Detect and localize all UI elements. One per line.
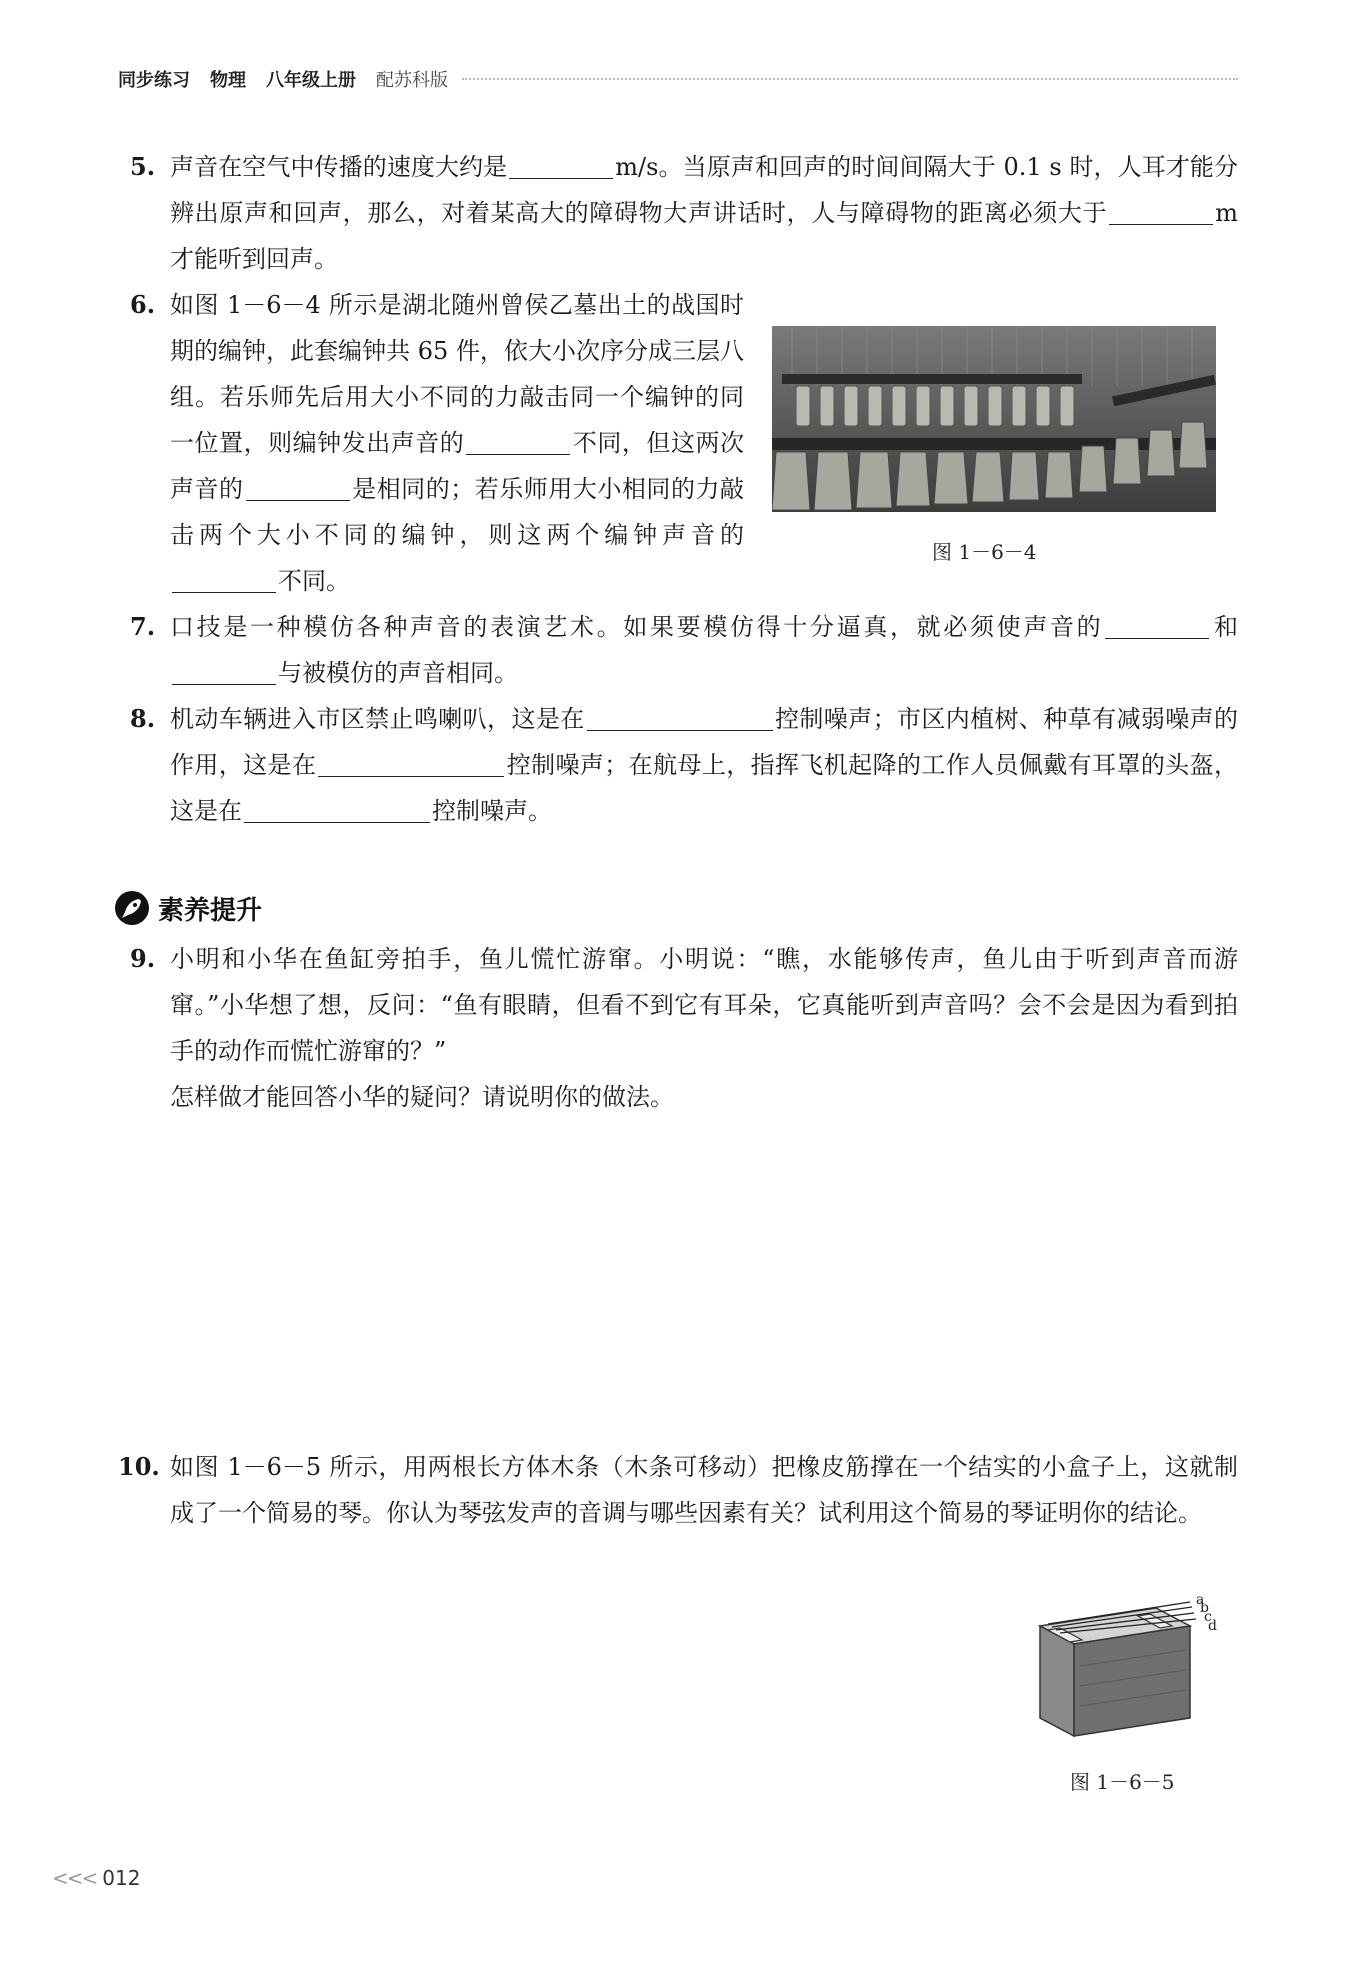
question-text: 声音在空气中传播的速度大约是 m/s。当原声和回声的时间间隔大于 0.1 s 时，人耳才能分辨出原声和回声，那么，对着某高大的障碍物大声讲话时，人与障碍物的距离必须大于 m 才能听到回声。 [170, 144, 1238, 282]
question-9 [130, 936, 1238, 1120]
question-text: 如图 1－6－4 所示是湖北随州曾侯乙墓出土的战国时期的编钟，此套编钟共 65 件，依大小次序分成三层八组。若乐师先后用大小不同的力敲击同一个编钟的同一位置，则编钟发出声音的 不同，但这两次声音的 是相同的；若乐师用大小相同的力敲击两个大小不同的编钟，则这两个编钟声音的不同。 [170, 291, 745, 595]
question-10 [118, 1444, 1238, 1536]
bianzhong-photo [772, 326, 1216, 512]
question-paragraph: 怎样做才能回答小华的疑问？请说明你的做法。 [170, 1083, 674, 1111]
answer-blank[interactable] [246, 472, 350, 501]
question-text: 如图 1－6－5 所示，用两根长方体木条（木条可移动）把橡皮筋撑在一个结实的小盒子上，这就制成了一个简易的琴。你认为琴弦发声的音调与哪些因素有关？试利用这个简易的琴证明你的结论。 [170, 1453, 1238, 1527]
answer-blank[interactable] [172, 656, 276, 685]
question-text: 机动车辆进入市区禁止鸣喇叭，这是在 控制噪声；市区内植树、种草有减弱噪声的作用，这是在 控制噪声；在航母上，指挥飞机起降的工作人员佩戴有耳罩的头盔，这是在 控制噪声。 [170, 696, 1238, 834]
question-number: 10. [118, 1452, 160, 1481]
string-label-c: c [1204, 1609, 1212, 1625]
question-number: 9. [130, 944, 156, 973]
string-label-a: a [1196, 1596, 1205, 1608]
figure-caption-1-6-4: 图 1－6－4 [932, 540, 1037, 564]
rocket-icon [114, 890, 150, 926]
string-label-d: d [1208, 1618, 1217, 1634]
question-number: 6. [130, 290, 156, 319]
question-5 [130, 144, 1238, 282]
question-number: 7. [130, 612, 156, 641]
answer-blank[interactable] [466, 426, 570, 455]
question-paragraph: 小明和小华在鱼缸旁拍手，鱼儿慌忙游窜。小明说：“瞧，水能够传声，鱼儿由于听到声音而游窜。”小华想了想，反问：“鱼有眼睛，但看不到它有耳朵，它真能听到声音吗？会不会是因为看到拍手的动作而慌忙游窜的？” [170, 945, 1238, 1065]
header-divider [462, 78, 1238, 80]
answer-blank[interactable] [244, 794, 430, 823]
answer-blank[interactable] [1105, 610, 1209, 639]
page-header [118, 64, 1238, 94]
section-heading [114, 888, 262, 928]
chevron-icon: <<< [52, 1866, 97, 1890]
answer-blank[interactable] [587, 702, 773, 731]
question-text: 口技是一种模仿各种声音的表演艺术。如果要模仿得十分逼真，就必须使声音的 和与被模仿的声音相同。 [170, 604, 1238, 696]
page-footer [52, 1866, 140, 1890]
answer-blank[interactable] [318, 748, 504, 777]
answer-blank[interactable] [509, 150, 613, 179]
figure-caption-1-6-5: 图 1－6－5 [1070, 1770, 1175, 1794]
answer-blank[interactable] [172, 564, 276, 593]
question-text [170, 936, 1238, 1120]
question-number: 8. [130, 704, 156, 733]
header-subject: 物理 [210, 70, 246, 91]
section-title-text: 素养提升 [158, 895, 263, 926]
question-7 [130, 604, 1238, 696]
header-series: 同步练习 [118, 70, 190, 91]
header-grade: 八年级上册 [266, 70, 356, 91]
answer-blank[interactable] [1109, 196, 1213, 225]
rubber-band-box-figure [1036, 1596, 1226, 1746]
question-8 [130, 696, 1238, 834]
question-6 [130, 282, 744, 604]
question-number: 5. [130, 152, 156, 181]
bianzhong-bells-image [772, 326, 1216, 512]
page-number: 012 [102, 1866, 141, 1890]
header-edition: 配苏科版 [376, 70, 448, 91]
string-label-b: b [1200, 1600, 1209, 1616]
